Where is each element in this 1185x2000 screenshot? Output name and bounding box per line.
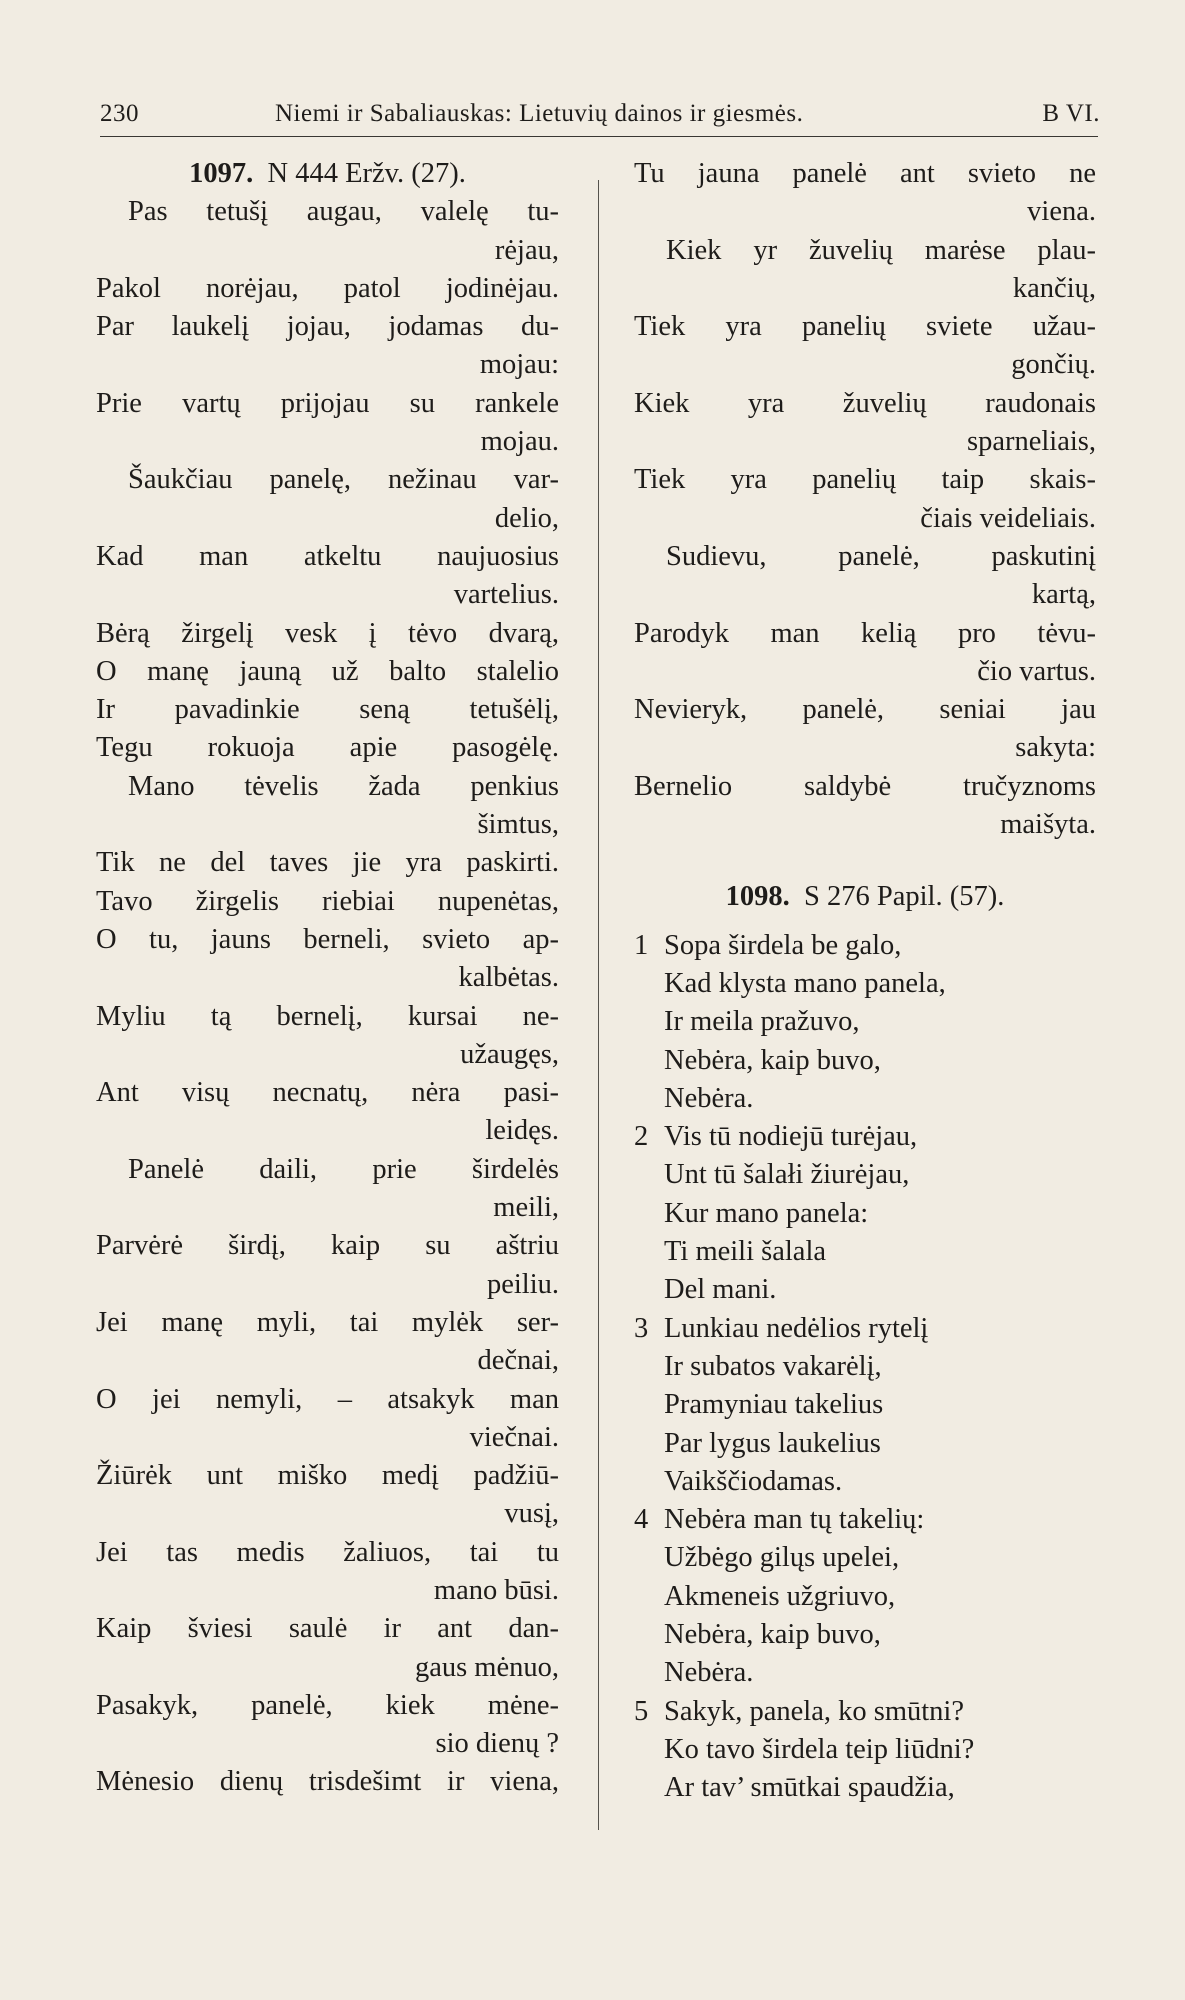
left-column	[96, 155, 559, 1802]
verse-line: Parvėrė širdį, kaip su aštriu	[96, 1230, 559, 1262]
stanza-number: 5	[634, 1695, 649, 1727]
verse-line: mojau.	[480, 426, 559, 458]
verse-text: Užbėgo gilųs upelei,	[664, 1542, 900, 1574]
verse-line	[634, 1425, 1096, 1463]
verse-line: kančių,	[1012, 272, 1096, 304]
verse-line: Kiek yra žuvelių raudonais	[634, 387, 1096, 419]
verse-line: Žiūrėk unt miško medį padžiū-	[96, 1460, 559, 1492]
verse-line: dečnai,	[477, 1345, 559, 1377]
running-title: Niemi ir Sabaliauskas: Lietuvių dainos ir giesmės.	[275, 100, 804, 127]
stanza-number: 2	[634, 1121, 649, 1153]
verse-line: leidęs.	[485, 1115, 559, 1147]
verse-line: Par laukelį jojau, jodamas du-	[96, 311, 559, 343]
verse-line: Jei manę myli, tai mylėk ser-	[96, 1306, 559, 1338]
verse-line: Jei tas medis žaliuos, tai tu	[96, 1536, 559, 1568]
song-number: 1098.	[725, 881, 790, 913]
column-divider	[598, 180, 599, 1830]
verse-line: Tiek yra panelių sviete užau-	[634, 311, 1096, 343]
verse-line: Parodyk man kelią pro tėvu-	[634, 617, 1096, 649]
verse-line: čiais veideliais.	[920, 502, 1096, 534]
verse-line	[634, 1501, 1096, 1539]
verse-text: Del mani.	[664, 1274, 777, 1306]
verse-line: gončių.	[1011, 349, 1096, 381]
right-column	[634, 155, 1096, 1807]
header-rule	[100, 136, 1098, 137]
verse-line: Bernelio saldybė tručyznoms	[634, 770, 1096, 802]
verse-line	[634, 1080, 1096, 1118]
verse-line	[634, 1156, 1096, 1194]
verse-line: Mano tėvelis žada penkius	[128, 770, 559, 802]
verse-line: peiliu.	[486, 1268, 559, 1300]
verse-line: O manę jauną už balto stalelio	[96, 655, 559, 687]
song-source: S 276 Papil. (57).	[804, 881, 1005, 913]
verse-line: gaus mėnuo,	[414, 1651, 559, 1683]
song-source: N 444 Eržv. (27).	[267, 158, 466, 189]
verse-text: Unt tū šalałi žiurėjau,	[664, 1159, 910, 1191]
verse-text: Pramyniau takelius	[664, 1389, 884, 1421]
song-text-1097-continued	[634, 155, 1096, 844]
verse-text: Nebėra, kaip buvo,	[664, 1618, 881, 1650]
verse-text: Nebėra.	[664, 1657, 754, 1689]
verse-line: šimtus,	[477, 809, 559, 841]
verse-line	[634, 1616, 1096, 1654]
verse-text: Ko tavo širdela teip liūdni?	[664, 1733, 975, 1765]
verse-line: O tu, jauns berneli, svieto ap-	[96, 923, 559, 955]
verse-line: Šaukčiau panelę, nežinau var-	[128, 464, 559, 496]
stanza-number: 4	[634, 1504, 649, 1536]
verse-line: Prie vartų prijojau su rankele	[96, 387, 559, 419]
verse-text: Kur mano panela:	[664, 1197, 869, 1229]
verse-line: kalbėtas.	[458, 962, 559, 994]
verse-text: Kad klysta mano panela,	[664, 967, 946, 999]
verse-line: vusį,	[504, 1498, 559, 1530]
verse-text: Ir meila pražuvo,	[664, 1006, 860, 1038]
verse-text: Vis tū nodiejū turėjau,	[664, 1121, 918, 1153]
verse-line	[634, 1003, 1096, 1041]
verse-line: Tiek yra panelių taip skais-	[634, 464, 1096, 496]
verse-line	[634, 1271, 1096, 1309]
verse-line: čio vartus.	[977, 655, 1096, 687]
verse-text: Par lygus laukelius	[664, 1427, 881, 1459]
verse-line: Pakol norėjau, patol jodinėjau.	[96, 272, 559, 304]
verse-line: Pas tetušį augau, valelę tu-	[128, 196, 559, 228]
verse-line	[634, 1654, 1096, 1692]
verse-line: kartą,	[1031, 579, 1096, 611]
verse-line	[634, 1118, 1096, 1156]
verse-line: Mėnesio dienų trisdešimt ir viena,	[96, 1766, 559, 1798]
verse-line: Myliu tą bernelį, kursai ne-	[96, 1000, 559, 1032]
verse-line: maišyta.	[1000, 809, 1096, 841]
verse-line	[634, 1233, 1096, 1271]
verse-line: mano būsi.	[433, 1574, 559, 1606]
verse-line: Tik ne del taves jie yra paskirti.	[96, 847, 559, 879]
verse-text: Ir subatos vakarėlį,	[664, 1350, 882, 1382]
verse-line: sakyta:	[1015, 732, 1096, 764]
stanza-number: 1	[634, 929, 649, 961]
verse-line	[634, 1731, 1096, 1769]
verse-text: Lunkiau nedėlios rytelį	[664, 1312, 929, 1344]
verse-line	[634, 1386, 1096, 1424]
song-text-1097	[96, 193, 559, 1801]
verse-line	[634, 927, 1096, 965]
verse-line: rėjau,	[494, 234, 559, 266]
verse-line	[634, 1310, 1096, 1348]
song-heading-1097	[96, 155, 559, 193]
verse-text: Akmeneis užgriuvo,	[664, 1580, 896, 1612]
verse-line	[634, 1348, 1096, 1386]
verse-line: meili,	[493, 1192, 559, 1224]
verse-text: Nebėra.	[664, 1082, 754, 1114]
verse-line: užaugęs,	[460, 1038, 559, 1070]
verse-text: Ti meili šalala	[664, 1236, 827, 1268]
verse-line: vartelius.	[453, 579, 559, 611]
section-mark: B VI.	[1042, 100, 1100, 127]
song-number: 1097.	[189, 158, 254, 189]
verse-line: viečnai.	[469, 1421, 559, 1453]
verse-line	[634, 1042, 1096, 1080]
verse-line: Nevieryk, panelė, seniai jau	[634, 694, 1096, 726]
verse-text: Nebėra, kaip buvo,	[664, 1044, 881, 1076]
verse-line: Ir pavadinkie seną tetušėlį,	[96, 694, 559, 726]
verse-line: Tegu rokuoja apie pasogėlę.	[96, 732, 559, 764]
verse-line	[634, 1539, 1096, 1577]
verse-line: Panelė daili, prie širdelės	[128, 1153, 559, 1185]
verse-line: delio,	[494, 502, 559, 534]
verse-line: Kaip šviesi saulė ir ant dan-	[96, 1613, 559, 1645]
page-number: 230	[100, 100, 139, 127]
verse-line	[634, 1693, 1096, 1731]
song-heading-1098	[634, 878, 1096, 916]
verse-text: Sopa širdela be galo,	[664, 929, 902, 961]
verse-text: Nebėra man tų takelių:	[664, 1504, 925, 1536]
verse-line: viena.	[1027, 196, 1096, 228]
verse-line: Sudievu, panelė, paskutinį	[666, 540, 1096, 572]
verse-line: Tu jauna panelė ant svieto ne	[634, 158, 1096, 189]
verse-line	[634, 1195, 1096, 1233]
running-header	[100, 100, 1100, 136]
verse-line: Tavo žirgelis riebiai nupenėtas,	[96, 885, 559, 917]
verse-line: sparneliais,	[966, 426, 1096, 458]
verse-line	[634, 1578, 1096, 1616]
song-gap	[634, 917, 1096, 927]
verse-line	[634, 1463, 1096, 1501]
verse-line: Ant visų necnatų, nėra pasi-	[96, 1077, 559, 1109]
verse-line: O jei nemyli, – atsakyk man	[96, 1383, 559, 1415]
verse-line: Kad man atkeltu naujuosius	[96, 540, 559, 572]
verse-text: Ar tav’ smūtkai spaudžia,	[664, 1772, 955, 1804]
verse-line	[634, 965, 1096, 1003]
verse-line: mojau:	[479, 349, 559, 381]
verse-line: Kiek yr žuvelių marėse plau-	[666, 234, 1096, 266]
verse-line	[634, 1769, 1096, 1807]
song-gap	[634, 844, 1096, 878]
verse-line: sio dienų ?	[435, 1728, 559, 1760]
stanza-number: 3	[634, 1312, 649, 1344]
verse-text: Vaikščiodamas.	[664, 1465, 843, 1497]
verse-line: Bėrą žirgelį vesk į tėvo dvarą,	[96, 617, 559, 649]
song-text-1098	[634, 927, 1096, 1808]
verse-line: Pasakyk, panelė, kiek mėne-	[96, 1689, 559, 1721]
verse-text: Sakyk, panela, ko smūtni?	[664, 1695, 964, 1727]
